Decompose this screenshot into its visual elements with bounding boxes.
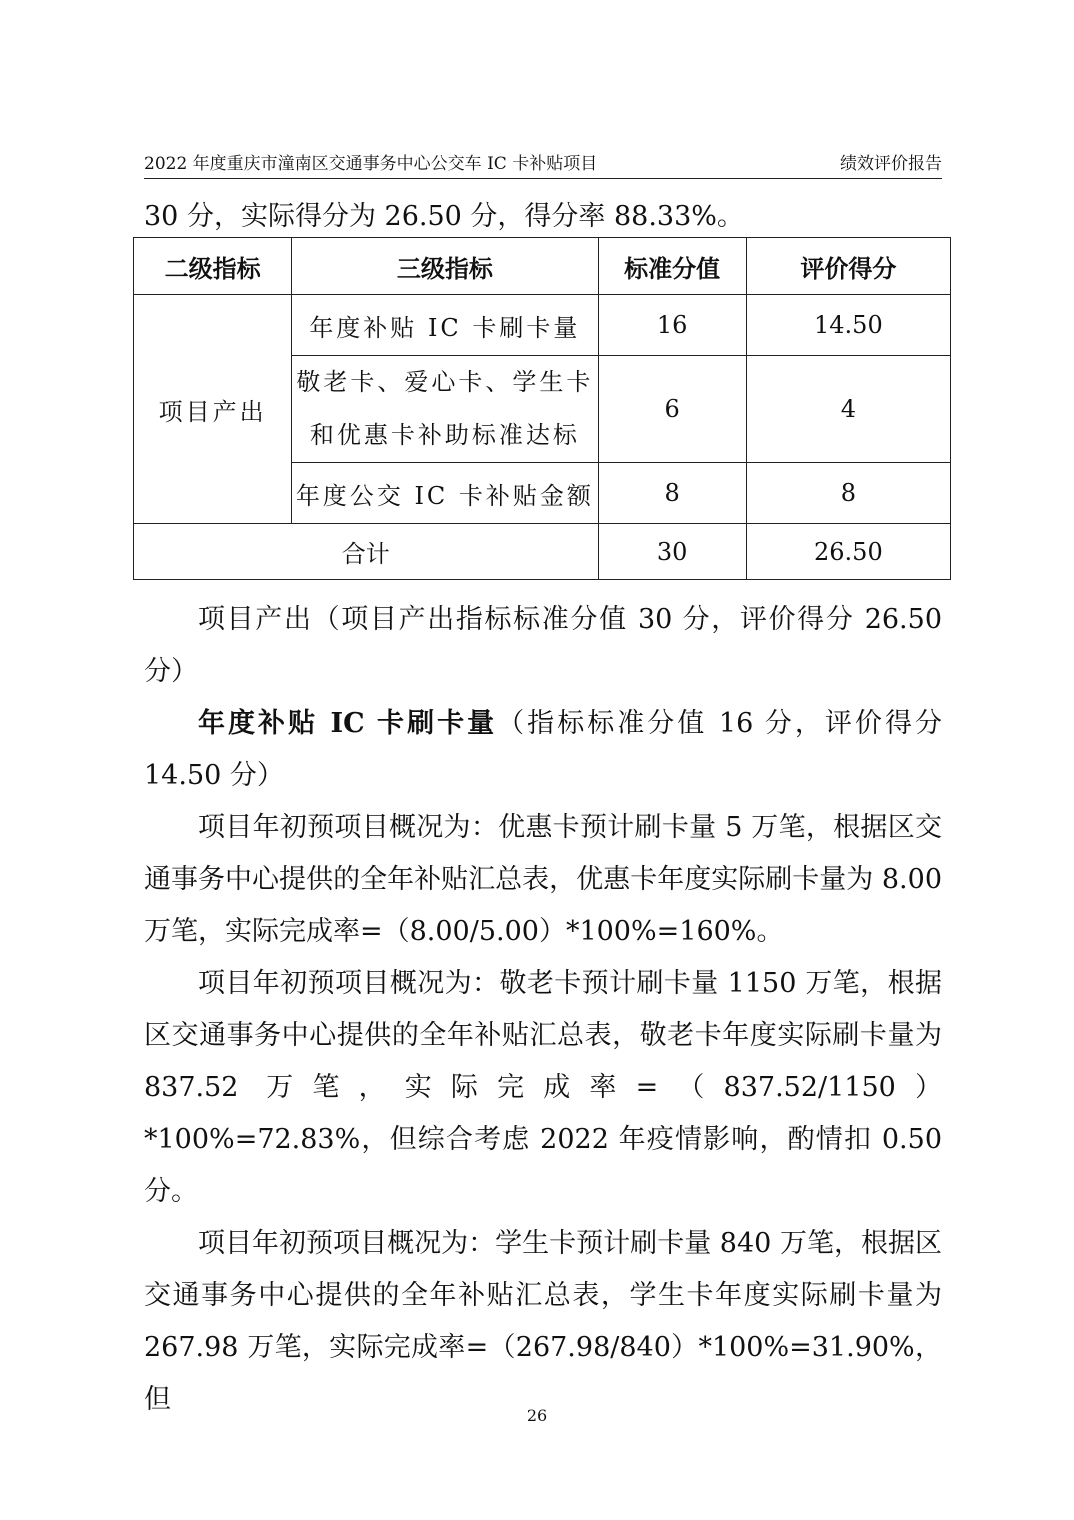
header-level3: 三级指标: [292, 238, 598, 295]
header-level2: 二级指标: [134, 238, 292, 295]
total-label-cell: 合计: [134, 524, 599, 580]
page-header: [144, 152, 942, 179]
paragraph-heading: 年度补贴 IC 卡刷卡量: [198, 708, 498, 739]
indicator-cell: 年度补贴 IC 卡刷卡量: [292, 295, 598, 356]
table-header-row: [134, 238, 951, 295]
score-table: [133, 237, 951, 580]
paragraph: 项目年初预项目概况为：学生卡预计刷卡量 840 万笔，根据区交通事务中心提供的全年补贴汇总表，学生卡年度实际刷卡量为 267.98 万笔，实际完成率=（267.98/840）*100%=31.90%，但: [144, 1228, 942, 1415]
indicator-cell: 年度公交 IC 卡补贴金额: [292, 463, 598, 524]
table-row: [134, 295, 951, 356]
page-number: 26: [526, 1406, 548, 1425]
score-cell: 8: [746, 463, 950, 524]
standard-cell: 8: [598, 463, 746, 524]
header-title: 2022 年度重庆市潼南区交通事务中心公交车 IC 卡补贴项目: [144, 154, 598, 174]
total-score-cell: 26.50: [746, 524, 950, 580]
score-cell: 14.50: [746, 295, 950, 356]
paragraph: 项目年初预项目概况为：优惠卡预计刷卡量 5 万笔，根据区交通事务中心提供的全年补贴汇总表，优惠卡年度实际刷卡量为 8.00 万笔，实际完成率=（8.00/5.00）*100%=160%。: [144, 812, 942, 947]
body-text: [144, 594, 942, 1426]
header-report-type: 绩效评价报告: [840, 154, 942, 174]
header-standard: 标准分值: [598, 238, 746, 295]
lead-text: 30 分，实际得分为 26.50 分，得分率 88.33%。: [144, 201, 744, 232]
header-score: 评价得分: [746, 238, 950, 295]
paragraph-heading-note: （指标标准分值 16 分，评价得分 14.50 分）: [144, 708, 942, 791]
score-cell: 4: [746, 356, 950, 463]
indicator-line: 敬老卡、爱心卡、学生卡: [296, 368, 594, 396]
standard-cell: 6: [598, 356, 746, 463]
standard-cell: 16: [598, 295, 746, 356]
group-label-cell: 项目产出: [134, 295, 292, 524]
paragraph: [144, 698, 942, 802]
paragraph: 项目年初预项目概况为：敬老卡预计刷卡量 1150 万笔，根据区交通事务中心提供的全年补贴汇总表，敬老卡年度实际刷卡量为 837.52 万笔，实际完成率=（837.52/1150）*100%=72.83%，但综合考虑 2022 年疫情影响，酌情扣 0.50 分。: [144, 968, 942, 1207]
indicator-cell: [292, 356, 598, 463]
indicator-line: 和优惠卡补助标准达标: [309, 421, 580, 449]
paragraph: 项目产出（项目产出指标标准分值 30 分，评价得分 26.50 分）: [144, 604, 942, 687]
total-standard-cell: 30: [598, 524, 746, 580]
table-total-row: [134, 524, 951, 580]
